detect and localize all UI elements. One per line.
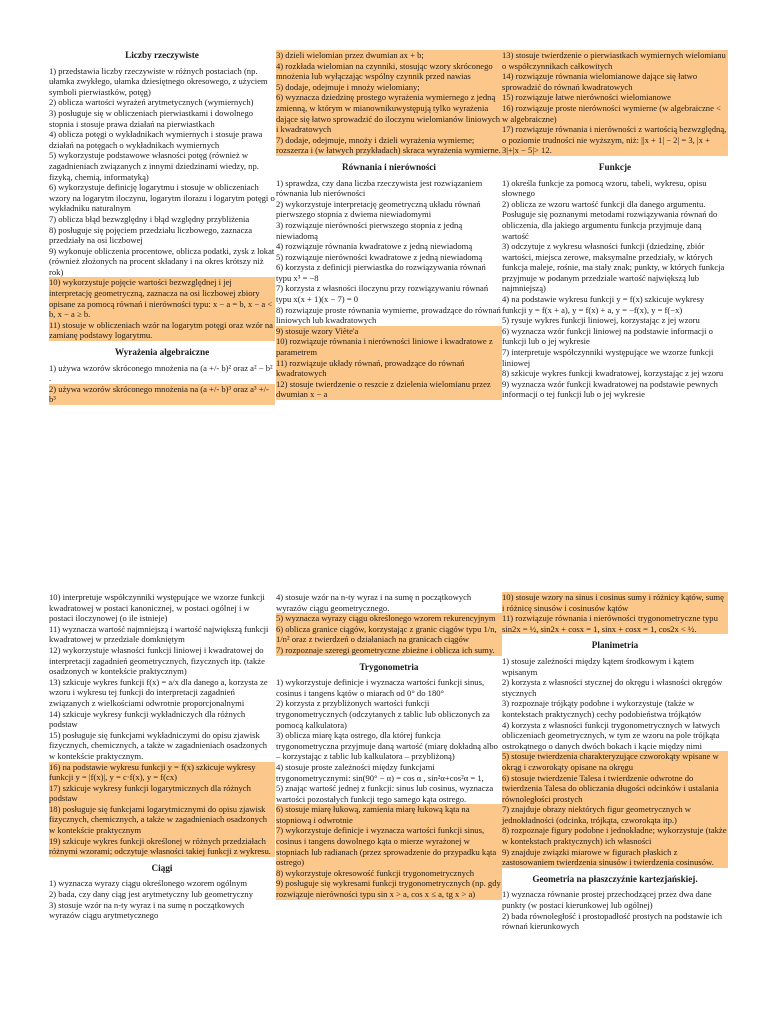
requirement-item: 5) znając wartość jednej z funkcji: sinus lub cosinus, wyznacza wartości pozostałych funkcji tego samego kąta ostrego. xyxy=(276,783,494,804)
highlighted-requirement-item: 6) wyznacza dziedzinę prostego wyrażenia wymiernego z jedną zmienną, w którym w mianownikuwystępują tylko wyrażenia dające się łatwo sprowadzić do iloczynu wielomianów liniowych i kwadratowych xyxy=(276,92,501,135)
highlighted-requirement-item: 18) posługuje się funkcjami logarytmicznymi do opisu zjawisk fizycznych, chemicznych, a także w zagadnieniach osadzonych w kontekście praktycznym xyxy=(49,804,275,836)
highlighted-requirement-item: 14) rozwiązuje równania wielomianowe dające się łatwo sprowadzić do równań kwadratowych xyxy=(502,71,728,92)
requirement-item: 15) posługuje się funkcjami wykładniczymi do opisu zjawisk fizycznych, chemicznych, a także w zagadnieniach osadzonych w kontekście praktycznym. xyxy=(49,729,268,761)
column-top-middle xyxy=(276,50,502,400)
requirement-item: 3) stosuje wzór na n-ty wyraz i na sumę n początkowych wyrazów ciągu arytmetycznego xyxy=(49,899,245,921)
requirement-item: 8) rozwiązuje proste równania wymierne, prowadzące do równań liniowych lub kwadratowych xyxy=(276,304,501,326)
requirement-item: 4) na podstawie wykresu funkcji y = f(x) szkicuje wykresy funkcji y = f(x + a), y = f(x) + a, y = −f(x), y = f(−x) xyxy=(502,294,705,315)
requirement-item: 6) wykorzystuje definicję logarytmu i stosuje w obliczeniach wzory na logarytm iloczynu, logarytm ilorazu i logarytm potęgi o wykładniku naturalnym xyxy=(49,182,275,214)
highlighted-requirement-item: 11) rozwiązuje równania i nierówności trygonometryczne typu sin2x = ½, sin2x + cosx = 1, sinx + cosx = 1, cos2x < ½. xyxy=(502,613,728,634)
highlighted-requirement-item: 6) oblicza granice ciągów, korzystając z granic ciągów typu 1/n, 1/n² oraz z twierdzeń o działaniach na granicach ciągów xyxy=(276,624,502,645)
requirement-item: 2) oblicza wartości wyrażeń arytmetycznych (wymiernych) xyxy=(49,97,254,108)
requirement-item: 8) szkicuje wykres funkcji kwadratowej, korzystając z jej wzoru xyxy=(502,368,724,379)
requirement-item: 7) oblicza błąd bezwzględny i błąd względny przybliżenia xyxy=(49,213,250,224)
requirement-item: 5) rozwiązuje nierówności kwadratowe z jedną niewiadomą xyxy=(276,251,483,262)
requirement-item: 4) stosuje proste zależności między funkcjami trygonometrycznymi: sin(90° − α) = cos α , sin²α+cos²α = 1, xyxy=(276,761,484,783)
requirement-item: 3) posługuje się w obliczeniach pierwiastkami i dowolnego stopnia i stosuje prawa działań na pierwiastkach xyxy=(49,107,254,129)
requirement-item: 10) interpretuje współczynniki występujące we wzorze funkcji kwadratowej w postaci kanonicznej, w postaci ogólnej i w postaci iloczynowej (o ile istnieje) xyxy=(49,592,265,624)
highlighted-requirement-item: 8) wykorzystuje okresowość funkcji trygonometrycznych xyxy=(276,868,502,879)
column-top-right xyxy=(502,50,728,400)
column-bottom-left xyxy=(49,592,275,921)
requirement-item: 2) bada, czy dany ciąg jest arytmetyczny lub geometryczny xyxy=(49,889,254,900)
highlighted-requirement-item: 5) stosuje twierdzenia charakteryzujące czworokąty wpisane w okrąg i czworokąty opisane na okręgu xyxy=(502,751,728,772)
section-heading: Równania i nierówności xyxy=(342,161,436,172)
highlighted-requirement-item: 10) wykorzystuje pojęcie wartości bezwzględnej i jej interpretację geometryczną, zaznacza na osi liczbowej zbiory opisane za pomocą równań i nierówności typu: x − a = b, x − a < b, x − a ≥ b. xyxy=(49,277,275,319)
highlighted-requirement-item: 6) stosuje miarę łukową, zamienia miarę łukową kąta na stopniową i odwrotnie xyxy=(276,804,502,825)
section-heading: Liczby rzeczywiste xyxy=(125,50,199,60)
requirement-item: 3) odczytuje z wykresu własności funkcji (dziedzinę, zbiór wartości, miejsca zerowe, maksymalne przedziały, w których funkcja maleje, rośnie, ma stały znak; punkty, w których funkcja przyjmuje w podanym przedziale wartość największą lub najmniejszą) xyxy=(502,241,725,294)
requirement-item: 1) określa funkcje za pomocą wzoru, tabeli, wykresu, opisu słownego xyxy=(502,177,707,199)
requirement-item: 5) wykorzystuje podstawowe własności potęg (również w zagadnieniach związanych z innymi dziedzinami wiedzy, np. fizyką, chemią, informatyką) xyxy=(49,150,259,182)
requirement-item: 1) wyznacza równanie prostej przechodzącej przez dwa dane punkty (w postaci kierunkowej lub ogólnej) xyxy=(502,889,712,911)
requirement-item: 13) szkicuje wykres funkcji f(x) = a/x dla danego a, korzysta ze wzoru i wykresu tej funkcji do interpretacji zagadnień związanych z wielkościami odwrotnie proporcjonalnymi xyxy=(49,676,268,708)
requirement-item: 2) oblicza ze wzoru wartość funkcji dla danego argumentu. Posługuje się poznanymi metodami rozwiązywania równań do obliczenia, dla jakiego argumentu funkcja przyjmuje daną wartość xyxy=(502,198,718,241)
column-bottom-middle xyxy=(276,592,502,900)
section-heading: Funkcje xyxy=(598,161,632,172)
column-bottom-right xyxy=(502,592,728,932)
highlighted-requirement-item: 8) rozpoznaje figury podobne i jednokładne; wykorzystuje (także w kontekstach praktycznych) ich własności xyxy=(502,825,727,847)
highlighted-requirement-item: 7) rozpoznaje szeregi geometryczne zbieżne i oblicza ich sumy. xyxy=(276,645,502,656)
section-heading: Trygonometria xyxy=(359,661,419,672)
requirement-item: 1) przedstawia liczby rzeczywiste w różnych postaciach (np. ułamka zwykłego, ułamka dziesiętnego okresowego, z użyciem symboli pierwiastków, potęg) xyxy=(49,65,268,97)
highlighted-requirement-item: 11) stosuje w obliczeniach wzór na logarytm potęgi oraz wzór na zamianę podstawy logarytmu. xyxy=(49,319,273,341)
section-heading: Geometria na płaszczyźnie kartezjańskiej. xyxy=(532,873,698,884)
highlighted-requirement-item: 5) wyznacza wyrazy ciągu określonego wzorem rekurencyjnym xyxy=(276,613,502,624)
highlighted-requirement-item: 17) rozwiązuje równania i nierówności z wartością bezwzględną, o poziomie trudności nie wyższym, niż: ||x + 1| − 2| = 3, |x + 3|+|x − 5|> 12. xyxy=(502,124,727,156)
requirement-item: 7) interpretuje współczynniki występujące we wzorze funkcji liniowej xyxy=(502,347,714,368)
highlighted-requirement-item: 9) posługuje się wykresami funkcji trygonometrycznych (np. gdy rozwiązuje nierówności typu sin x > a, cos x ≤ a, tg x > a) xyxy=(276,878,501,900)
highlighted-requirement-item: 16) na podstawie wykresu funkcji y = f(x) szkicuje wykresy funkcji y = |f(x)|, y = c·f(x), y = f(cx) xyxy=(49,762,275,783)
requirement-item: 2) korzysta z przybliżonych wartości funkcji trygonometrycznych (odczytanych z tablic lub obliczonych za pomocą kalkulatora) xyxy=(276,698,490,730)
section-heading: Planimetria xyxy=(591,640,639,651)
column-top-left xyxy=(49,50,275,405)
requirement-item: 12) wykorzystuje własności funkcji liniowej i kwadratowej do interpretacji zagadnień geometrycznych, fizycznych itp. (także osadzonych w kontekście praktycznym) xyxy=(49,644,265,677)
highlighted-requirement-item: 7) wykorzystuje definicje i wyznacza wartości funkcji sinus, cosinus i tangens dowolnego kąta o mierze wyrażonej w stopniach lub radianach (przez sprowadzenie do przypadku kąta ostrego) xyxy=(276,825,502,867)
requirement-item: 2) wykorzystuje interpretację geometryczną układu równań pierwszego stopnia z dwiema niewiadomymi xyxy=(276,198,481,220)
highlighted-requirement-item: 17) szkicuje wykresy funkcji logarytmicznych dla różnych podstaw xyxy=(49,783,275,804)
requirement-item: 4) stosuje wzór na n-ty wyraz i na sumę n początkowych wyrazów ciągu geometrycznego. xyxy=(276,592,472,613)
highlighted-requirement-item: 2) używa wzorów skróconego mnożenia na (a +/- b)³ oraz a³ +/- b³ xyxy=(49,384,275,405)
highlighted-requirement-item: 9) znajduje związki miarowe w figurach płaskich z zastosowaniem twierdzenia sinusów i twierdzenia cosinusów. xyxy=(502,847,728,868)
requirement-item: 5) rysuje wykres funkcji liniowej, korzystając z jej wzoru xyxy=(502,315,700,326)
highlighted-requirement-item: 13) stosuje twierdzenie o pierwiastkach wymiernych wielomianu o współczynnikach całkowitych xyxy=(502,50,728,71)
requirement-item: 11) wyznacza wartość najmniejszą i wartość największą funkcji kwadratowej w przedziale domkniętym xyxy=(49,623,269,645)
requirement-item: 6) korzysta z definicji pierwiastka do rozwiązywania równań typu x³ = −8 xyxy=(276,262,486,283)
requirement-item: 1) wykorzystuje definicje i wyznacza wartości funkcji sinus, cosinus i tangens kątów o miarach od 0° do 180° xyxy=(276,677,485,698)
highlighted-requirement-item: 5) dodaje, odejmuje i mnoży wielomiany; xyxy=(276,82,502,93)
requirement-item: 3) rozpoznaje trójkąty podobne i wykorzystuje (także w kontekstach praktycznych) cechy podobieństwa trójkątów xyxy=(502,698,702,719)
requirement-item: 3) rozwiązuje nierówności pierwszego stopnia z jedną niewiadomą xyxy=(276,219,463,241)
highlighted-requirement-item: 3) dzieli wielomian przez dwumian ax + b; xyxy=(276,50,502,61)
highlighted-requirement-item: 12) stosuje twierdzenie o reszcie z dzielenia wielomianu przez dwumian x − a xyxy=(276,379,502,400)
requirement-item: 1) stosuje zależności między kątem środkowym i kątem wpisanym xyxy=(502,655,695,677)
requirement-item: 6) wyznacza wzór funkcji liniowej na podstawie informacji o funkcji lub o jej wykresie xyxy=(502,325,713,347)
requirement-item: 7) korzysta z własności iloczynu przy rozwiązywaniu równań typu x(x + 1)(x − 7) = 0 xyxy=(276,283,489,305)
highlighted-requirement-item: 10) rozwiązuje równania i nierówności liniowe i kwadratowe z parametrem xyxy=(276,336,502,357)
requirement-item: 2) bada równoległość i prostopadłość prostych na podstawie ich równań kierunkowych xyxy=(502,910,723,932)
requirement-item: 9) wykonuje obliczenia procentowe, oblicza podatki, zysk z lokat (również złożonych na procent składany i na okres krótszy niż rok) xyxy=(49,245,275,277)
highlighted-requirement-item: 19) szkicuje wykres funkcji określonej w różnych przedziałach różnymi wzorami; odczytuje własności takiej funkcji z wykresu. xyxy=(49,836,275,857)
requirement-item: 1) używa wzorów skróconego mnożenia na (a +/- b)² oraz a² − b² . xyxy=(49,362,273,384)
requirement-item: 8) posługuje się pojęciem przedziału liczbowego, zaznacza przedziały na osi liczbowej xyxy=(49,224,253,246)
highlighted-requirement-item: 16) rozwiązuje proste nierówności wymierne (w algebraiczne < w algebraiczne) xyxy=(502,103,728,124)
requirement-item: 1) wyznacza wyrazy ciągu określonego wzorem ogólnym xyxy=(49,878,248,889)
requirement-item: 4) oblicza potęgi o wykładnikach wymiernych i stosuje prawa działań na potęgach o wykładnikach wymiernych xyxy=(49,129,263,150)
requirement-item: 9) wyznacza wzór funkcji kwadratowej na podstawie pewnych informacji o tej funkcji lub o jej wykresie xyxy=(502,378,718,400)
highlighted-requirement-item: 9) stosuje wzory Viète'a xyxy=(276,326,502,337)
highlighted-requirement-item: 4) rozkłada wielomian na czynniki, stosując wzory skróconego mnożenia lub wyłączając wspólny czynnik przed nawias xyxy=(276,61,502,82)
requirement-item: 2) korzysta z własności stycznej do okręgu i własności okręgów stycznych xyxy=(502,677,723,698)
highlighted-requirement-item: 7) dodaje, odejmuje, mnoży i dzieli wyrażenia wymierne; rozszerza i (w łatwych przykładach) skraca wyrażenia wymierne. xyxy=(276,134,501,156)
section-heading: Ciągi xyxy=(151,862,173,873)
highlighted-requirement-item: 11) rozwiązuje układy równań, prowadzące do równań kwadratowych xyxy=(276,358,502,379)
requirement-item: 4) korzysta z własności funkcji trygonometrycznych w łatwych obliczeniach geometrycznych, w tym ze wzoru na pole trójkąta ostrokątnego o danych dwóch bokach i kącie między nimi xyxy=(502,719,720,751)
highlighted-requirement-item: 6) stosuje twierdzenie Talesa i twierdzenie odwrotne do twierdzenia Talesa do obliczania długości odcinków i ustalania równoległości prostych xyxy=(502,773,728,805)
requirement-item: 14) szkicuje wykresy funkcji wykładniczych dla różnych podstaw xyxy=(49,708,246,730)
requirement-item: 4) rozwiązuje równania kwadratowe z jedną niewiadomą xyxy=(276,241,473,252)
highlighted-requirement-item: 15) rozwiązuje łatwe nierówności wielomianowe xyxy=(502,92,728,103)
highlighted-requirement-item: 7) znajduje obrazy niektórych figur geometrycznych w jednokładności (odcinka, trójkąta, czworokąta itp.) xyxy=(502,804,728,825)
highlighted-requirement-item: 10) stosuje wzory na sinus i cosinus sumy i różnicy kątów, sumę i różnicę sinusów i cosinusów kątów xyxy=(502,592,728,613)
section-heading: Wyrażenia algebraiczne xyxy=(114,347,210,358)
requirement-item: 1) sprawdza, czy dana liczba rzeczywista jest rozwiązaniem równania lub nierówności xyxy=(276,177,483,199)
requirement-item: 3) oblicza miarę kąta ostrego, dla której funkcja trygonometryczna przyjmuje daną wartość (miarę dokładną albo – korzystając z tablic lub kalkulatora – przybliżoną) xyxy=(276,730,498,762)
